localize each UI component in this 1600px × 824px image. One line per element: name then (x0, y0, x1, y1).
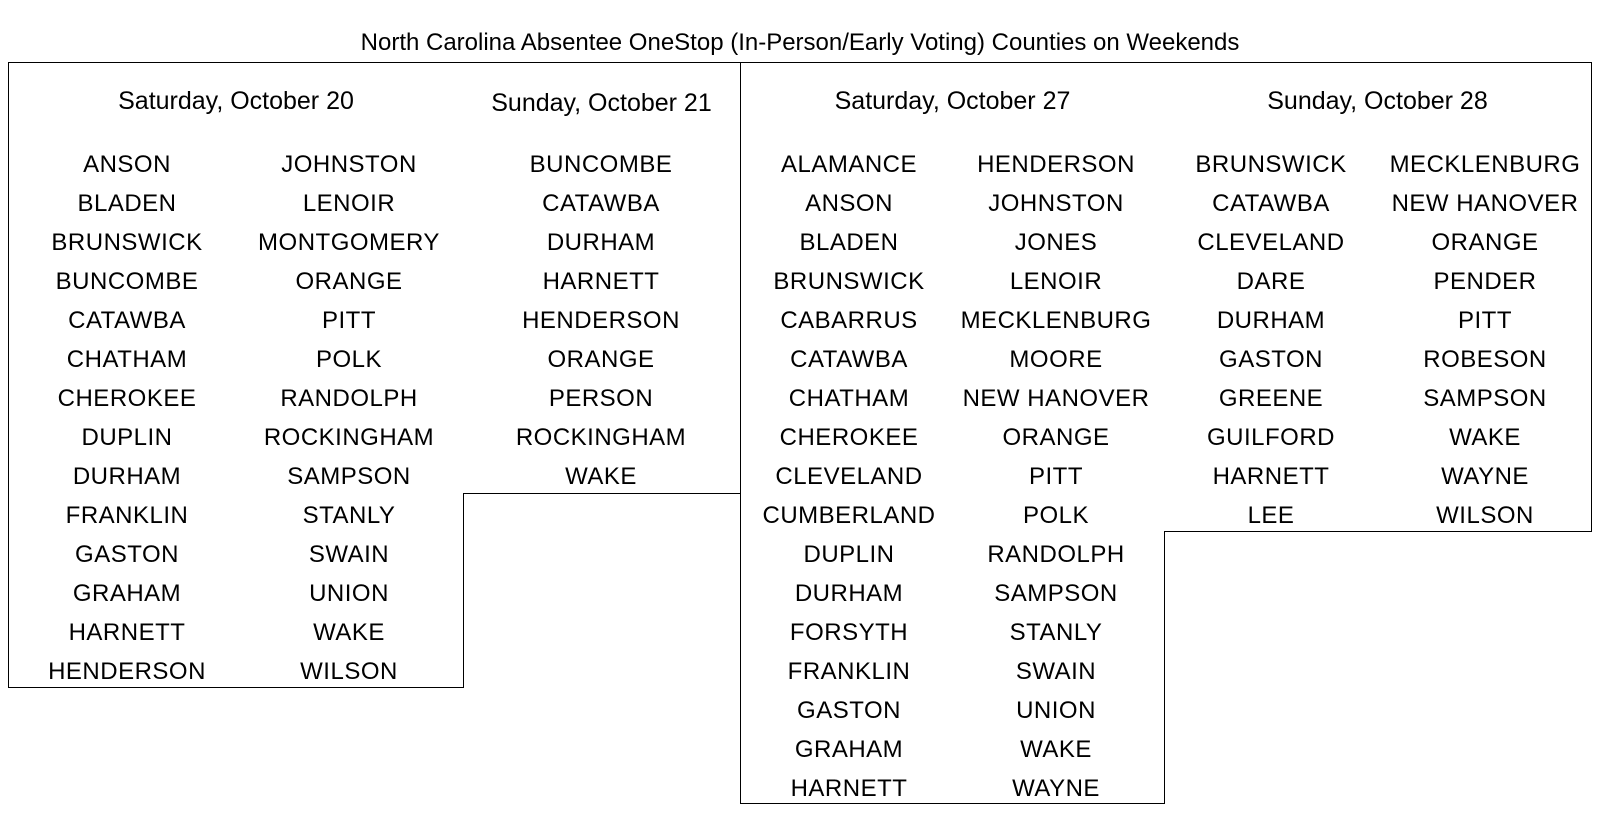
county-item: HENDERSON (522, 307, 680, 334)
county-item: ALAMANCE (780, 151, 918, 178)
county-item: NEW HANOVER (962, 385, 1150, 412)
county-item: RANDOLPH (280, 385, 418, 412)
county-item: DARE (1236, 268, 1306, 295)
county-item: SWAIN (1015, 658, 1097, 685)
panel-header: Saturday, October 27 (834, 87, 1071, 115)
county-item: GUILFORD (1206, 424, 1335, 451)
county-item: FORSYTH (789, 619, 909, 646)
county-item: BRUNSWICK (51, 229, 203, 256)
county-item: PENDER (1433, 268, 1537, 295)
county-item: BUNCOMBE (529, 151, 673, 178)
county-item: ROCKINGHAM (263, 424, 435, 451)
panel-header: Sunday, October 28 (1267, 87, 1488, 115)
county-item: CATAWBA (68, 307, 186, 334)
county-item: CATAWBA (1212, 190, 1330, 217)
county-item: DUPLIN (803, 541, 895, 568)
panel-saturday-october-20 (8, 62, 464, 688)
county-item: GRAHAM (72, 580, 182, 607)
panel-sunday-october-21 (463, 62, 741, 494)
county-item: WAKE (565, 463, 637, 490)
county-item: WAYNE (1441, 463, 1529, 490)
county-item: CHATHAM (788, 385, 910, 412)
county-item: PERSON (548, 385, 654, 412)
county-item: GREENE (1218, 385, 1324, 412)
county-item: GASTON (75, 541, 179, 568)
county-item: ANSON (805, 190, 893, 217)
county-item: HENDERSON (977, 151, 1135, 178)
county-item: PITT (1029, 463, 1083, 490)
county-item: FRANKLIN (65, 502, 189, 529)
county-item: CATAWBA (790, 346, 908, 373)
county-item: HARNETT (790, 775, 908, 802)
county-item: BUNCOMBE (55, 268, 199, 295)
county-item: GASTON (1219, 346, 1323, 373)
county-item: ORANGE (1431, 229, 1539, 256)
county-item: JOHNSTON (988, 190, 1124, 217)
county-item: WAKE (1449, 424, 1521, 451)
county-item: ANSON (83, 151, 171, 178)
county-item: STANLY (302, 502, 396, 529)
county-item: FRANKLIN (787, 658, 911, 685)
county-item: BLADEN (799, 229, 899, 256)
county-item: ROBESON (1423, 346, 1547, 373)
county-item: LEE (1247, 502, 1295, 529)
county-item: GASTON (797, 697, 901, 724)
county-item: UNION (309, 580, 389, 607)
county-item: WAKE (313, 619, 385, 646)
county-item: GRAHAM (794, 736, 904, 763)
county-item: HARNETT (542, 268, 660, 295)
county-item: LENOIR (1009, 268, 1103, 295)
county-item: SAMPSON (1423, 385, 1547, 412)
county-item: CHEROKEE (57, 385, 197, 412)
county-item: DURHAM (546, 229, 656, 256)
county-item: BRUNSWICK (1195, 151, 1347, 178)
county-item: JONES (1014, 229, 1098, 256)
county-item: ROCKINGHAM (515, 424, 687, 451)
county-item: POLK (315, 346, 383, 373)
county-item: CLEVELAND (1197, 229, 1345, 256)
county-item: WILSON (300, 658, 398, 685)
county-item: BLADEN (77, 190, 177, 217)
county-column (237, 145, 461, 691)
county-item: CHATHAM (66, 346, 188, 373)
county-item: CLEVELAND (775, 463, 923, 490)
county-item: PITT (322, 307, 376, 334)
county-column (463, 145, 739, 496)
panel-sunday-october-28 (1164, 62, 1592, 532)
panel-header: Sunday, October 21 (491, 89, 712, 117)
county-item: NEW HANOVER (1391, 190, 1579, 217)
county-item: MOORE (1009, 346, 1103, 373)
county-item: RANDOLPH (987, 541, 1125, 568)
page-title: North Carolina Absentee OneStop (In-Person/Early Voting) Counties on Weekends (360, 29, 1240, 56)
panel-saturday-october-27 (740, 62, 1165, 804)
county-item: MECKLENBURG (1389, 151, 1581, 178)
county-item: CHEROKEE (779, 424, 919, 451)
county-item: HARNETT (1212, 463, 1330, 490)
county-item: JOHNSTON (281, 151, 417, 178)
county-column (1378, 145, 1592, 535)
county-item: MONTGOMERY (258, 229, 440, 256)
county-item: SWAIN (308, 541, 390, 568)
county-item: POLK (1022, 502, 1090, 529)
county-column (749, 145, 949, 808)
county-item: HARNETT (68, 619, 186, 646)
county-item: MECKLENBURG (960, 307, 1152, 334)
county-item: WAYNE (1012, 775, 1100, 802)
county-item: CABARRUS (780, 307, 918, 334)
county-column (949, 145, 1163, 808)
county-item: DURHAM (1216, 307, 1326, 334)
county-item: STANLY (1009, 619, 1103, 646)
panel-header: Saturday, October 20 (118, 87, 354, 115)
county-item: PITT (1458, 307, 1512, 334)
county-item: SAMPSON (994, 580, 1118, 607)
county-item: UNION (1016, 697, 1096, 724)
county-item: CUMBERLAND (762, 502, 936, 529)
county-item: ORANGE (547, 346, 655, 373)
county-item: SAMPSON (287, 463, 411, 490)
county-item: ORANGE (295, 268, 403, 295)
county-item: BRUNSWICK (773, 268, 925, 295)
county-item: DURHAM (794, 580, 904, 607)
county-column (1164, 145, 1378, 535)
county-item: HENDERSON (48, 658, 206, 685)
county-item: CATAWBA (542, 190, 660, 217)
county-column (17, 145, 237, 691)
county-item: ORANGE (1002, 424, 1110, 451)
county-item: LENOIR (302, 190, 396, 217)
county-item: WAKE (1020, 736, 1092, 763)
county-item: WILSON (1436, 502, 1534, 529)
county-item: DURHAM (72, 463, 182, 490)
county-item: DUPLIN (81, 424, 173, 451)
